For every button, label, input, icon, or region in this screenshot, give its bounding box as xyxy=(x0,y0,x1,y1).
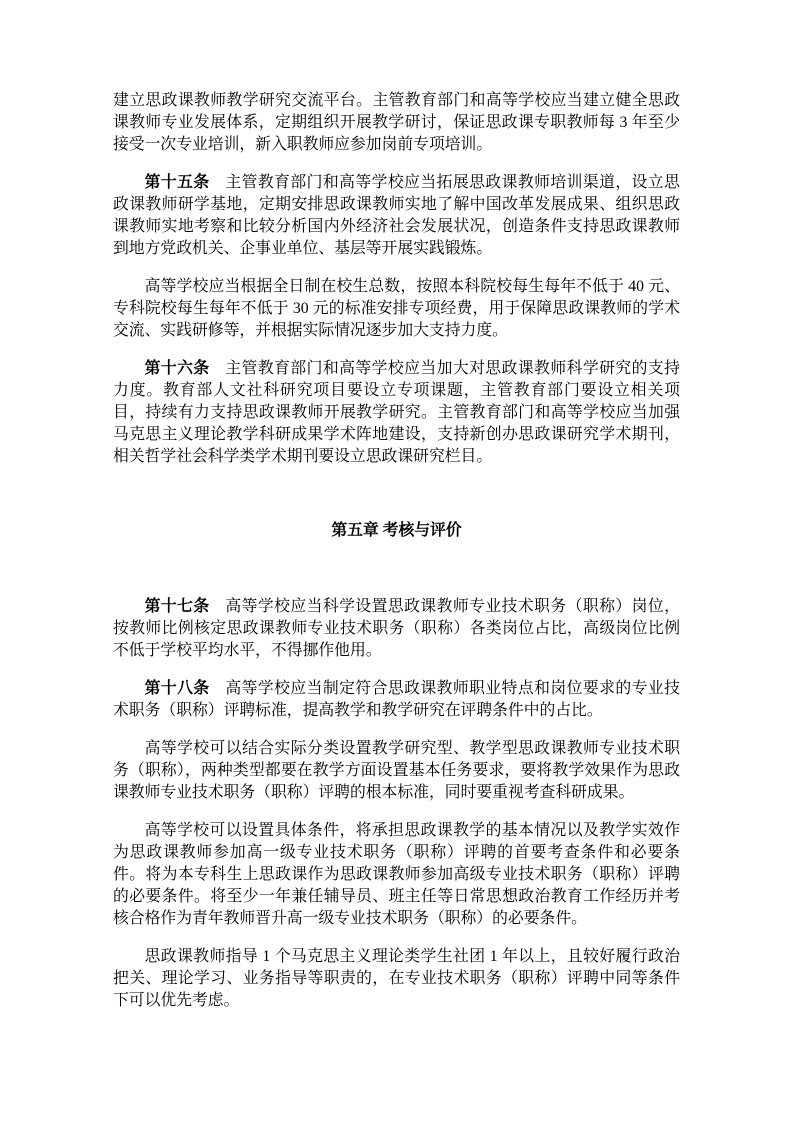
paragraph-text: 主管教育部门和高等学校应当加大对思政课教师科学研究的支持力度。教育部人文社科研究项目要设立专项课题，主管教育部门要设立相关项目，持续有力支持思政课教师开展教学研究。主管教育部门和高等学校应当加强马克思主义理论教学科研成果学术阵地建设，支持新创办思政课研究学术期刊，相关哲学社会科学类学术期刊要设立思政课研究栏目。 xyxy=(113,360,680,465)
paragraph-text: 高等学校可以结合实际分类设置教学研究型、教学型思政课教师专业技术职务（职称），两种类型都要在教学方面设置基本任务要求，要将教学效果作为思政课教师专业技术职务（职称）评聘的根本标准，同时要重视考查科研成果。 xyxy=(113,740,680,801)
paragraph-text: 高等学校应当制定符合思政课教师职业特点和岗位要求的专业技术职务（职称）评聘标准，提高教学和教学研究在评聘条件中的占比。 xyxy=(113,680,680,719)
paragraph xyxy=(113,820,680,930)
paragraph xyxy=(113,738,680,804)
paragraph xyxy=(113,276,680,342)
paragraph-text: 高等学校可以设置具体条件，将承担思政课教学的基本情况以及教学实效作为思政课教师参加高一级专业技术职务（职称）评聘的首要考查条件和必要条件。将为本专科生上思政课作为思政课教师参加高级专业技术职务（职称）评聘的必要条件。将至少一年兼任辅导员、班主任等日常思想政治教育工作经历并考核合格作为青年教师晋升高一级专业技术职务（职称）的必要条件。 xyxy=(113,822,680,927)
paragraph-text: 主管教育部门和高等学校应当拓展思政课教师培训渠道，设立思政课教师研学基地，定期安排思政课教师实地了解中国改革发展成果、组织思政课教师实地考察和比较分析国内外经济社会发展状况，创造条件支持思政课教师到地方党政机关、企事业单位、基层等开展实践锻炼。 xyxy=(113,174,680,257)
paragraph-text: 建立思政课教师教学研究交流平台。主管教育部门和高等学校应当建立健全思政课教师专业发展体系，定期组织开展教学研讨，保证思政课专职教师每 3 年至少接受一次专业培训，新入职教师应参加岗前专项培训。 xyxy=(113,92,680,153)
paragraph xyxy=(113,90,680,156)
paragraph-text: 高等学校应当根据全日制在校生总数，按照本科院校每生每年不低于 40 元、专科院校每生每年不低于 30 元的标准安排专项经费，用于保障思政课教师的学术交流、实践研修等，并根据实际情况逐步加大支持力度。 xyxy=(113,278,680,339)
article-paragraph xyxy=(113,358,680,468)
paragraph xyxy=(113,946,680,1012)
article-paragraph xyxy=(113,678,680,722)
article-paragraph xyxy=(113,596,680,662)
chapter-heading: 第五章 考核与评价 xyxy=(331,522,462,539)
paragraph-text: 思政课教师指导 1 个马克思主义理论类学生社团 1 年以上，且较好履行政治把关、理论学习、业务指导等职责的，在专业技术职务（职称）评聘中同等条件下可以优先考虑。 xyxy=(113,948,680,1009)
article-number-label: 第十七条 xyxy=(144,598,210,615)
article-number-label: 第十五条 xyxy=(144,174,210,191)
document-body xyxy=(113,90,680,1028)
paragraph-text: 高等学校应当科学设置思政课教师专业技术职务（职称）岗位，按教师比例核定思政课教师专业技术职务（职称）各类岗位占比，高级岗位比例不低于学校平均水平，不得挪作他用。 xyxy=(113,598,680,659)
article-number-label: 第十六条 xyxy=(144,360,210,377)
article-paragraph xyxy=(113,172,680,260)
article-number-label: 第十八条 xyxy=(144,680,210,697)
